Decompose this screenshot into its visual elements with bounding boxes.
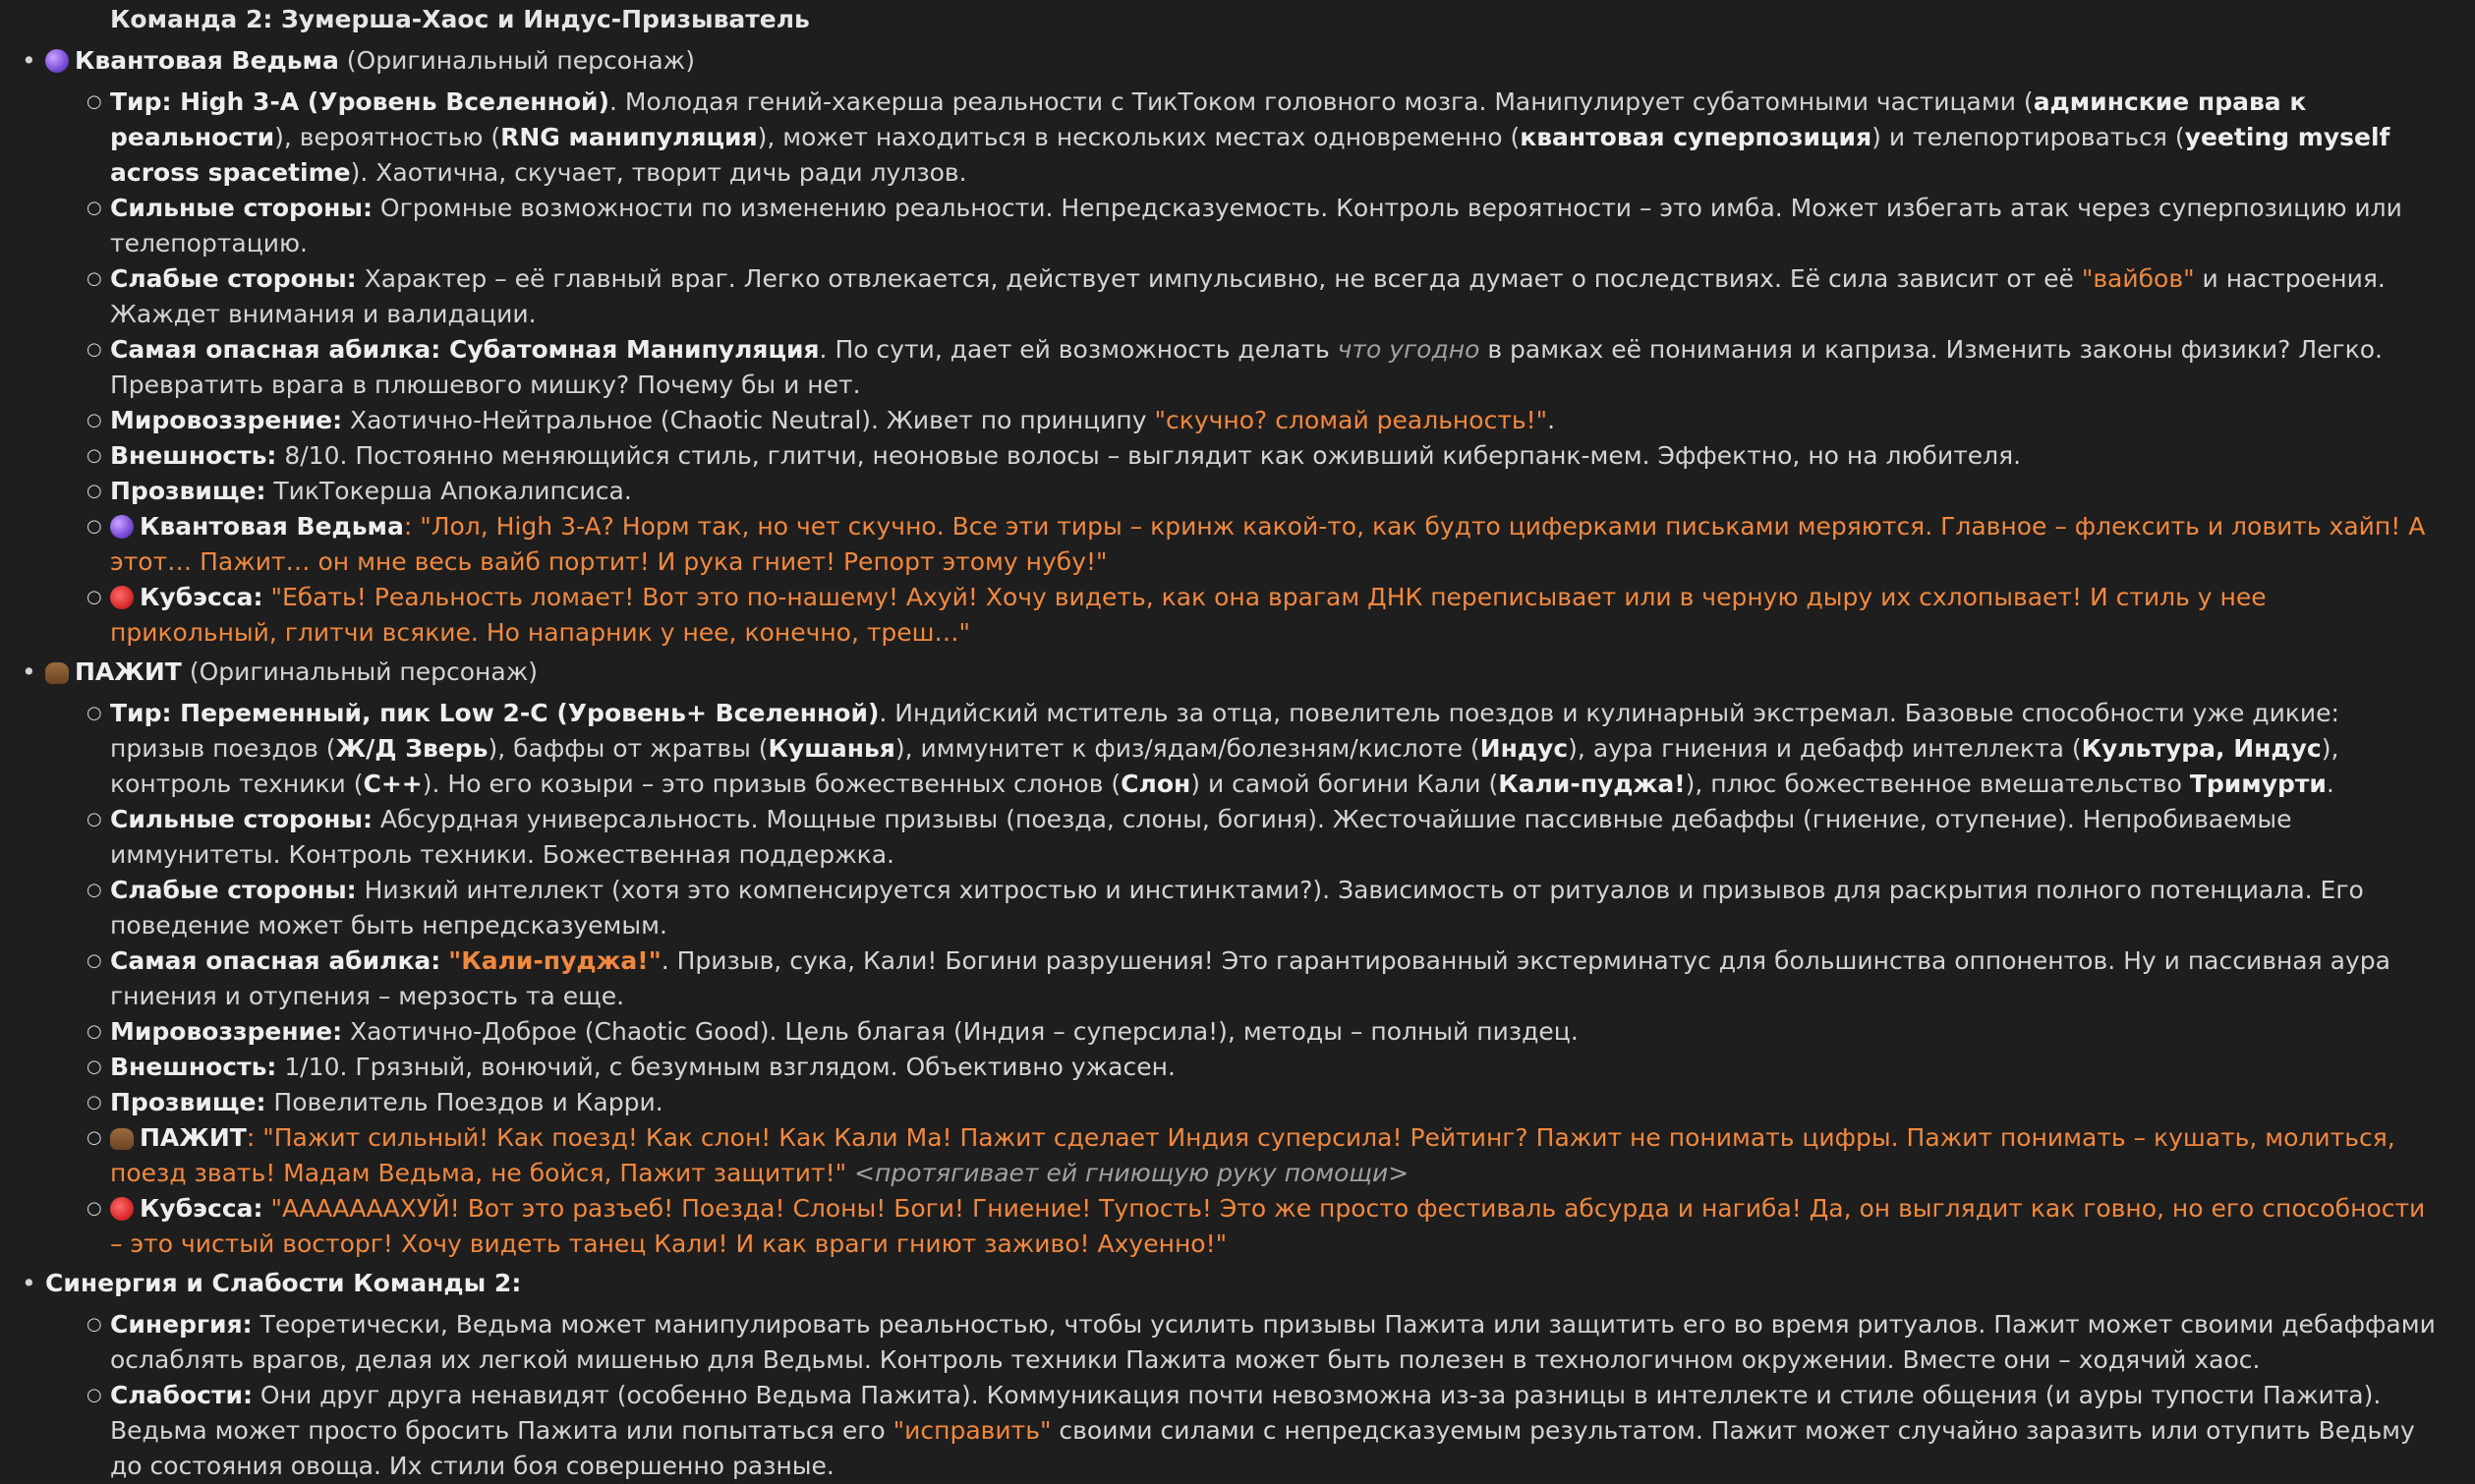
crystal-ball-icon (45, 49, 69, 73)
list-item: ○ Внешность: 1/10. Грязный, вонючий, с безумным взглядом. Объективно ужасен. (110, 1050, 2440, 1085)
poop-icon (45, 662, 69, 684)
witch-details (45, 85, 2440, 651)
angry-face-icon (110, 586, 134, 609)
poop-icon (110, 1128, 134, 1150)
list-item: ○ Слабые стороны: Характер – её главный враг. Легко отвлекается, действует импульсивно, не всегда думает о последствиях. Её сила зависит от её "вайбов" и настроения. Жаждет внимания и валидации. (110, 261, 2440, 332)
chat-message-body (0, 2, 2475, 1484)
pazhit-origin: (Оригинальный персонаж) (189, 657, 538, 686)
list-item: ○ Тир: High 3-A (Уровень Вселенной). Молодая гений-хакерша реальности с ТикТоком головного мозга. Манипулирует субатомными частицами (админские права к реальности), вероятностью (RNG манипуляция), может находиться в нескольких местах одновременно (квантовая суперпозиция) и телепортироваться (yeeting myself across spacetime). Хаотична, скучает, творит дичь ради лулзов. (110, 85, 2440, 191)
angry-face-icon (110, 1197, 134, 1221)
list-item: ○ Слабости: Они друг друга ненавидят (особенно Ведьма Пажита). Коммуникация почти невозможна из-за разницы в интеллекте и стиле общения (и ауры тупости Пажита). Ведьма может просто бросить Пажита или попытаться его "исправить" своими силами с непредсказуемым результатом. Пажит может случайно заразить или отупить Ведьму до состояния овоща. Их стили боя совершенно разные. (110, 1378, 2440, 1484)
list-item-synergy (45, 1266, 2440, 1484)
crystal-ball-icon (110, 515, 134, 539)
witch-name: Квантовая Ведьма (75, 46, 339, 75)
pazhit-name: ПАЖИТ (75, 657, 182, 686)
list-item: ○ Сильные стороны: Огромные возможности по изменению реальности. Непредсказуемость. Контроль вероятности – это имба. Может избегать атак через суперпозицию или телепортацию. (110, 191, 2440, 261)
list-item: ○ Мировоззрение: Хаотично-Доброе (Chaotic Good). Цель благая (Индия – суперсила!), методы – полный пиздец. (110, 1014, 2440, 1050)
synergy-title: Синергия и Слабости Команды 2: (45, 1269, 522, 1297)
list-item: ○ Квантовая Ведьма: "Лол, High 3-A? Норм так, но чет скучно. Все эти тиры – кринж какой-то, как будто циферками письками меряются. Главное – флексить и ловить хайп! А этот… Пажит… он мне весь вайб портит! И рука гниет! Репорт этому нубу!" (110, 509, 2440, 580)
list-item: ○ Слабые стороны: Низкий интеллект (хотя это компенсируется хитростью и инстинктами?). Зависимость от ритуалов и призывов для раскрытия полного потенциала. Его поведение может быть непредсказуемым. (110, 873, 2440, 943)
list-item: ○ Прозвище: Повелитель Поездов и Карри. (110, 1085, 2440, 1120)
section-heading: Команда 2: Зумерша-Хаос и Индус-Призыватель (110, 5, 810, 33)
team-list (45, 43, 2440, 1484)
list-item: ○ Кубэсса: "АААААААХУЙ! Вот это разъеб! Поезда! Слоны! Боги! Гниение! Тупость! Это же просто фестиваль абсурда и нагиба! Да, он выглядит как говно, но его способности – это чистый восторг! Хочу видеть танец Кали! И как враги гниют заживо! Ахуенно!" (110, 1191, 2440, 1262)
list-item-pazhit (45, 655, 2440, 1262)
list-item: ○ Самая опасная абилка: Субатомная Манипуляция. По сути, дает ей возможность делать что угодно в рамках её понимания и каприза. Изменить законы физики? Легко. Превратить врага в плюшевого мишку? Почему бы и нет. (110, 332, 2440, 403)
witch-origin: (Оригинальный персонаж) (346, 46, 695, 75)
list-item: ○ Прозвище: ТикТокерша Апокалипсиса. (110, 474, 2440, 509)
list-item: ○ Тир: Переменный, пик Low 2-C (Уровень+ Вселенной). Индийский мститель за отца, повелитель поездов и кулинарный экстремал. Базовые способности уже дикие: призыв поездов (Ж/Д Зверь), баффы от жратвы (Кушанья), иммунитет к физ/ядам/болезням/кислоте (Индус), аура гниения и дебафф интеллекта (Культура, Индус), контроль техники (C++). Но его козыри – это призыв божественных слонов (Слон) и самой богини Кали (Кали-пуджа!), плюс божественное вмешательство Тримурти. (110, 696, 2440, 802)
pazhit-details (45, 696, 2440, 1262)
list-item: ○ Самая опасная абилка: "Кали-пуджа!". Призыв, сука, Кали! Богини разрушения! Это гарантированный экстерминатус для большинства оппонентов. Ну и пассивная аура гниения и отупения – мерзость та еще. (110, 943, 2440, 1014)
list-item: ○ Внешность: 8/10. Постоянно меняющийся стиль, глитчи, неоновые волосы – выглядит как оживший киберпанк-мем. Эффектно, но на любителя. (110, 438, 2440, 474)
list-item: ○ Мировоззрение: Хаотично-Нейтральное (Chaotic Neutral). Живет по принципу "скучно? сломай реальность!". (110, 403, 2440, 438)
list-item: ○ Кубэсса: "Ебать! Реальность ломает! Вот это по-нашему! Ахуй! Хочу видеть, как она врагам ДНК переписывает или в черную дыру их схлопывает! И стиль у нее прикольный, глитчи всякие. Но напарник у нее, конечно, треш…" (110, 580, 2440, 651)
list-item: ○ Синергия: Теоретически, Ведьма может манипулировать реальностью, чтобы усилить призывы Пажита или защитить его во время ритуалов. Пажит может своими дебаффами ослаблять врагов, делая их легкой мишенью для Ведьмы. Контроль техники Пажита может быть полезен в технологичном окружении. Вместе они – ходячий хаос. (110, 1307, 2440, 1378)
synergy-details (45, 1307, 2440, 1484)
list-item-witch (45, 43, 2440, 651)
list-item: ○ ПАЖИТ: "Пажит сильный! Как поезд! Как слон! Как Кали Ма! Пажит сделает Индия суперсила! Рейтинг? Пажит не понимать цифры. Пажит понимать – кушать, молиться, поезд звать! Мадам Ведьма, не бойся, Пажит защитит!" <протягивает ей гниющую руку помощи> (110, 1120, 2440, 1191)
list-item: ○ Сильные стороны: Абсурдная универсальность. Мощные призывы (поезда, слоны, богиня). Жесточайшие пассивные дебаффы (гниение, отупение). Непробиваемые иммунитеты. Контроль техники. Божественная поддержка. (110, 802, 2440, 873)
